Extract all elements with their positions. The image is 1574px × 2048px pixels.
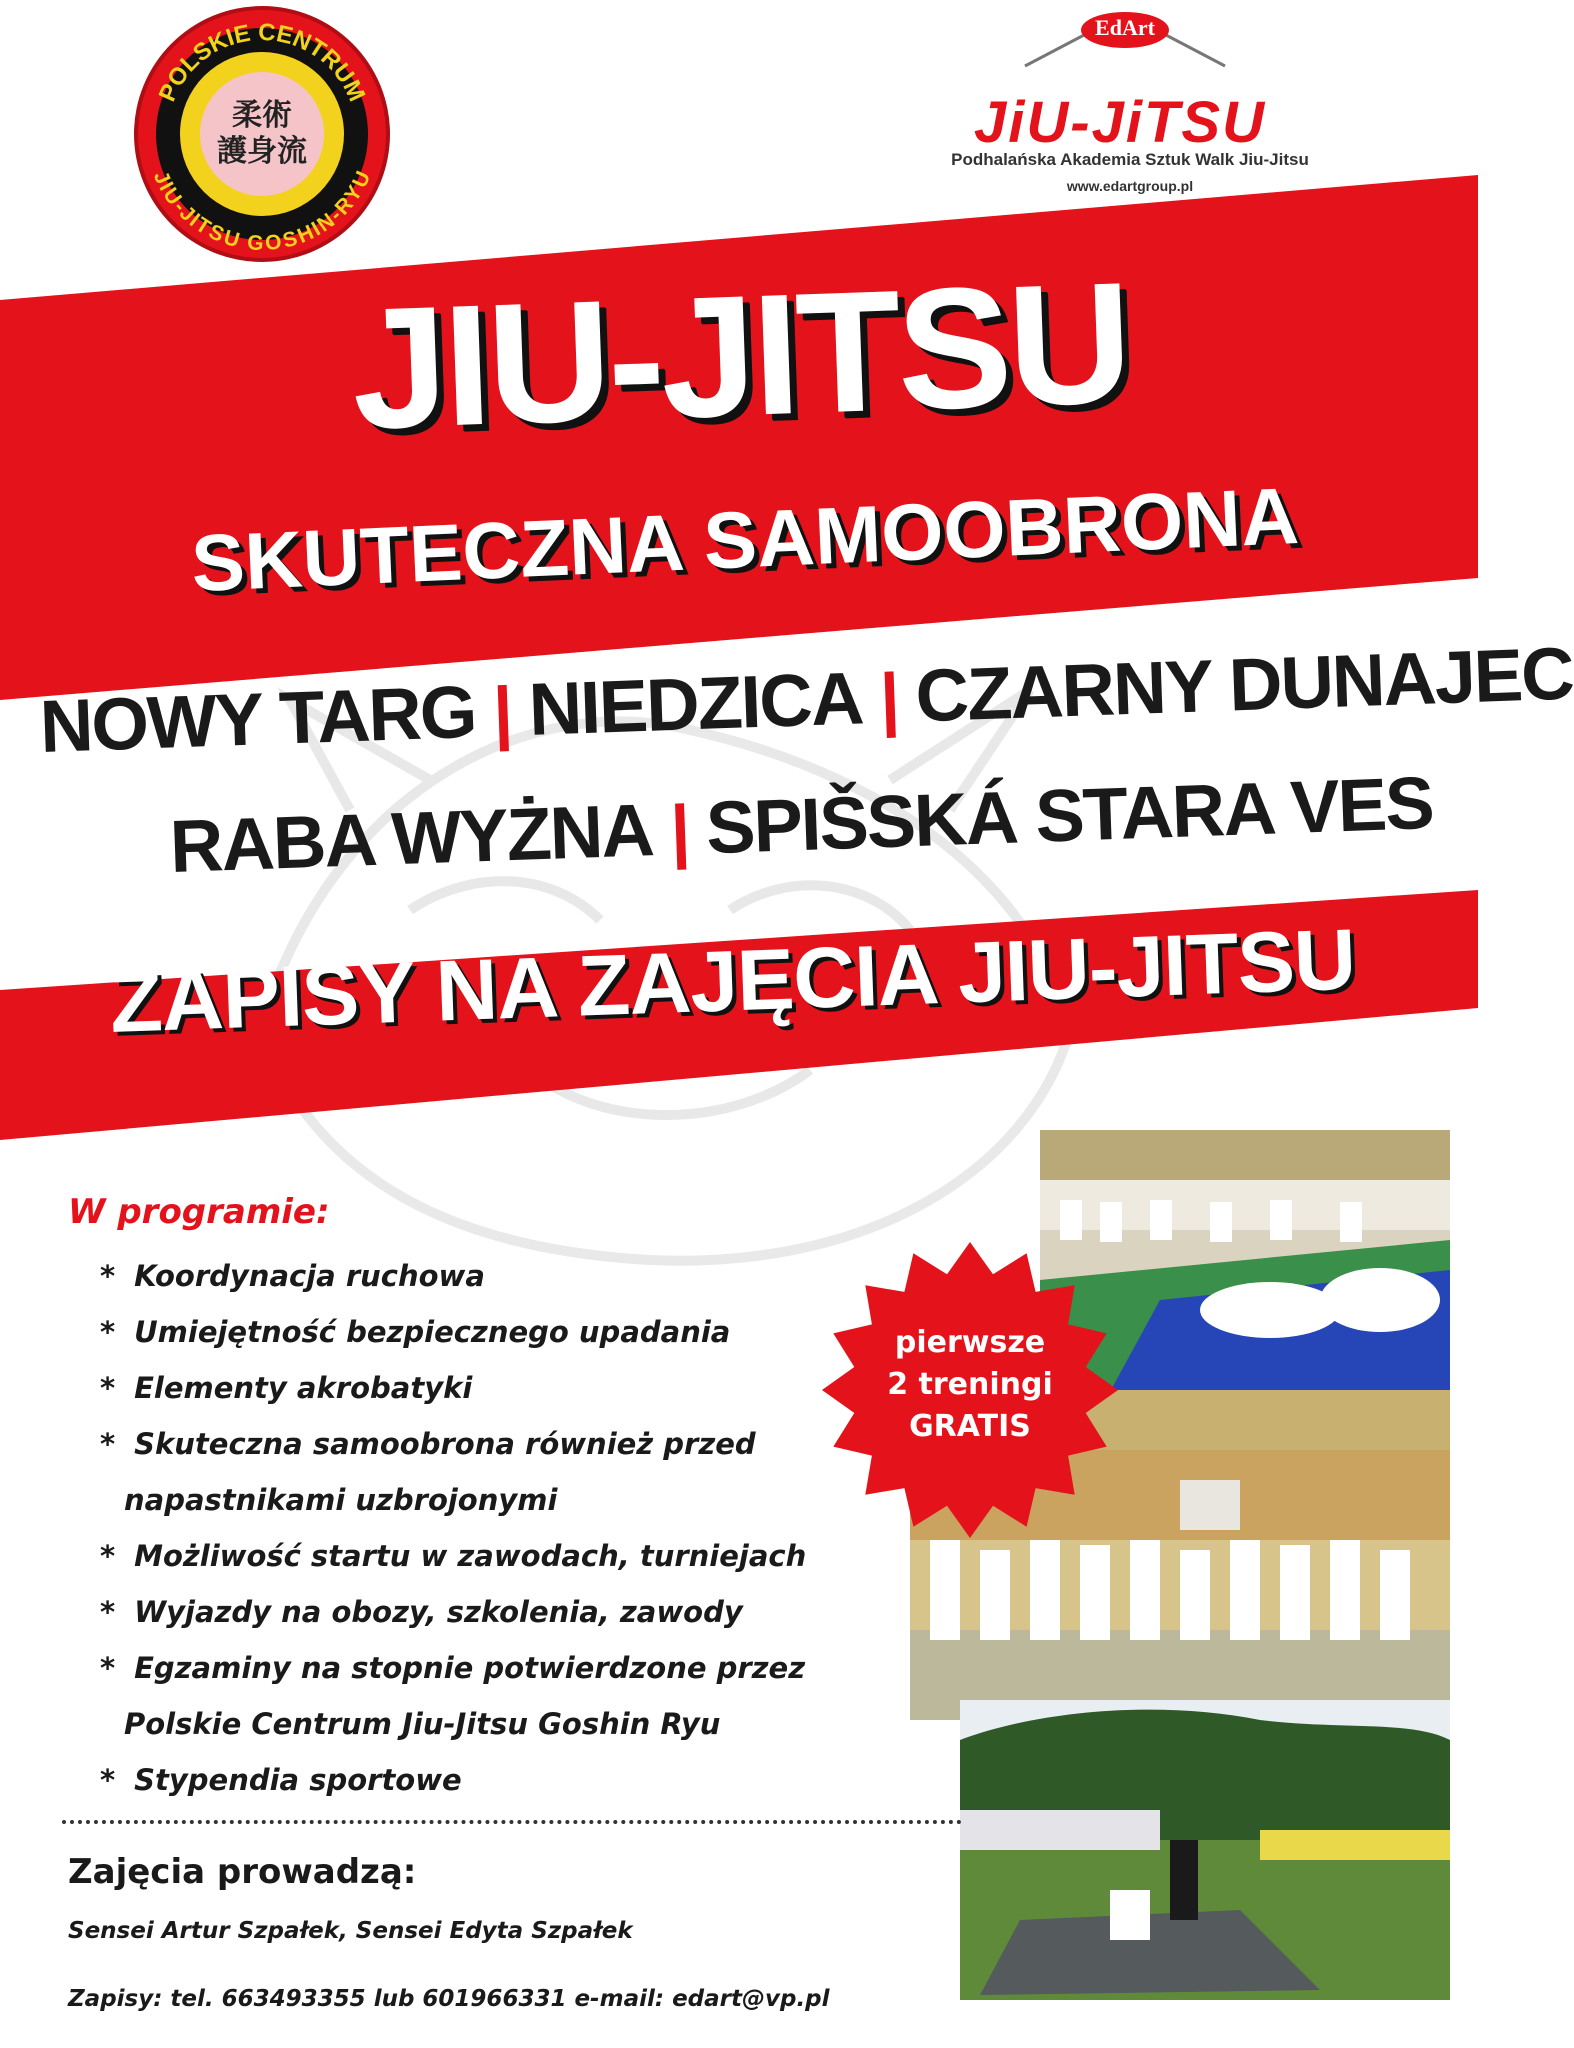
program-item-text: Umiejętność bezpiecznego upadania [134, 1315, 731, 1349]
location-separator: | [491, 672, 513, 752]
program-item [100, 1304, 860, 1360]
location-czarny-dunajec: CZARNY DUNAJEC [914, 631, 1574, 738]
seal-top-text: POLSKIE CENTRUM [153, 18, 371, 106]
program-item-text: Polskie Centrum Jiu-Jitsu Goshin Ryu [124, 1707, 721, 1741]
dotted-divider [62, 1820, 962, 1824]
edart-url: www.edartgroup.pl [1066, 178, 1194, 194]
bullet-star: * [100, 1539, 116, 1573]
photo-outdoor-demo [960, 1700, 1450, 2000]
program-item-continuation [100, 1472, 860, 1528]
program-item-text: Stypendia sportowe [134, 1763, 462, 1797]
instructors-heading: Zajęcia prowadzą: [68, 1852, 417, 1892]
badge-text [820, 1322, 1120, 1448]
program-item [100, 1528, 860, 1584]
badge-line-3: GRATIS [909, 1409, 1031, 1444]
bullet-star: * [100, 1315, 116, 1349]
kanji-line-1: 柔術 [232, 98, 292, 133]
bullet-star: * [100, 1595, 116, 1629]
program-item-text: Koordynacja ruchowa [134, 1259, 485, 1293]
location-separator: | [878, 659, 900, 738]
edart-badge-text: EdArt [1095, 15, 1155, 40]
svg-text:JIU-JITSU GOSHIN-RYU [149, 168, 375, 255]
bullet-star: * [100, 1651, 116, 1685]
program-item-text: napastnikami uzbrojonymi [124, 1483, 558, 1517]
instructors-names: Sensei Artur Szpałek, Sensei Edyta Szpałek [68, 1918, 633, 1944]
program-item [100, 1584, 860, 1640]
program-item [100, 1360, 860, 1416]
bullet-star: * [100, 1371, 116, 1405]
program-item-text: Egzaminy na stopnie potwierdzone przez [134, 1651, 806, 1685]
program-item-text: Możliwość startu w zawodach, turniejach [134, 1539, 807, 1573]
program-item-text: Skuteczna samoobrona również przed [134, 1427, 756, 1461]
program-item [100, 1640, 860, 1696]
polskie-centrum-logo [138, 10, 386, 258]
edart-subtitle: Podhalańska Akademia Sztuk Walk Jiu-Jitsu [951, 150, 1309, 169]
program-heading: W programie: [68, 1192, 330, 1232]
seal-ring-text [138, 10, 386, 258]
kanji-line-2: 護身流 [217, 134, 307, 169]
program-item-text: Elementy akrobatyki [134, 1371, 473, 1405]
location-raba-wyzna: RABA WYŻNA [168, 788, 655, 888]
bullet-star: * [100, 1763, 116, 1797]
contact-info: Zapisy: tel. 663493355 lub 601966331 e-mail: edart@vp.pl [68, 1986, 830, 2012]
location-nowy-targ: NOWY TARG [38, 669, 477, 768]
main-subtitle: SKUTECZNA SAMOOBRONA [189, 470, 1301, 609]
program-list [100, 1248, 860, 1808]
location-niedzica: NIEDZICA [527, 656, 864, 751]
svg-text:POLSKIE CENTRUM [154, 19, 371, 106]
seal-bottom-text: JIU-JITSU GOSHIN-RYU [148, 167, 376, 256]
bullet-star: * [100, 1427, 116, 1461]
location-spisska-stara-ves: SPIŠSKÁ STARA VES [704, 760, 1434, 870]
signup-banner-text: ZAPISY NA ZAJĘCIA JIU-JITSU [108, 911, 1357, 1051]
badge-line-2: 2 treningi [887, 1367, 1053, 1402]
edart-logo [890, 6, 1350, 206]
program-item [100, 1248, 860, 1304]
badge-line-1: pierwsze [894, 1325, 1046, 1360]
program-item [100, 1752, 860, 1808]
location-separator: | [669, 790, 690, 870]
program-item [100, 1416, 860, 1472]
program-item-text: Wyjazdy na obozy, szkolenia, zawody [134, 1595, 743, 1629]
main-title: JIU-JITSU [348, 246, 1132, 466]
program-item-continuation [100, 1696, 860, 1752]
bullet-star: * [100, 1259, 116, 1293]
edart-jiujitsu-wordmark [890, 90, 1350, 155]
free-trainings-badge [820, 1240, 1120, 1540]
edart-wordmark-text: JiU-JiTSU [974, 90, 1266, 155]
